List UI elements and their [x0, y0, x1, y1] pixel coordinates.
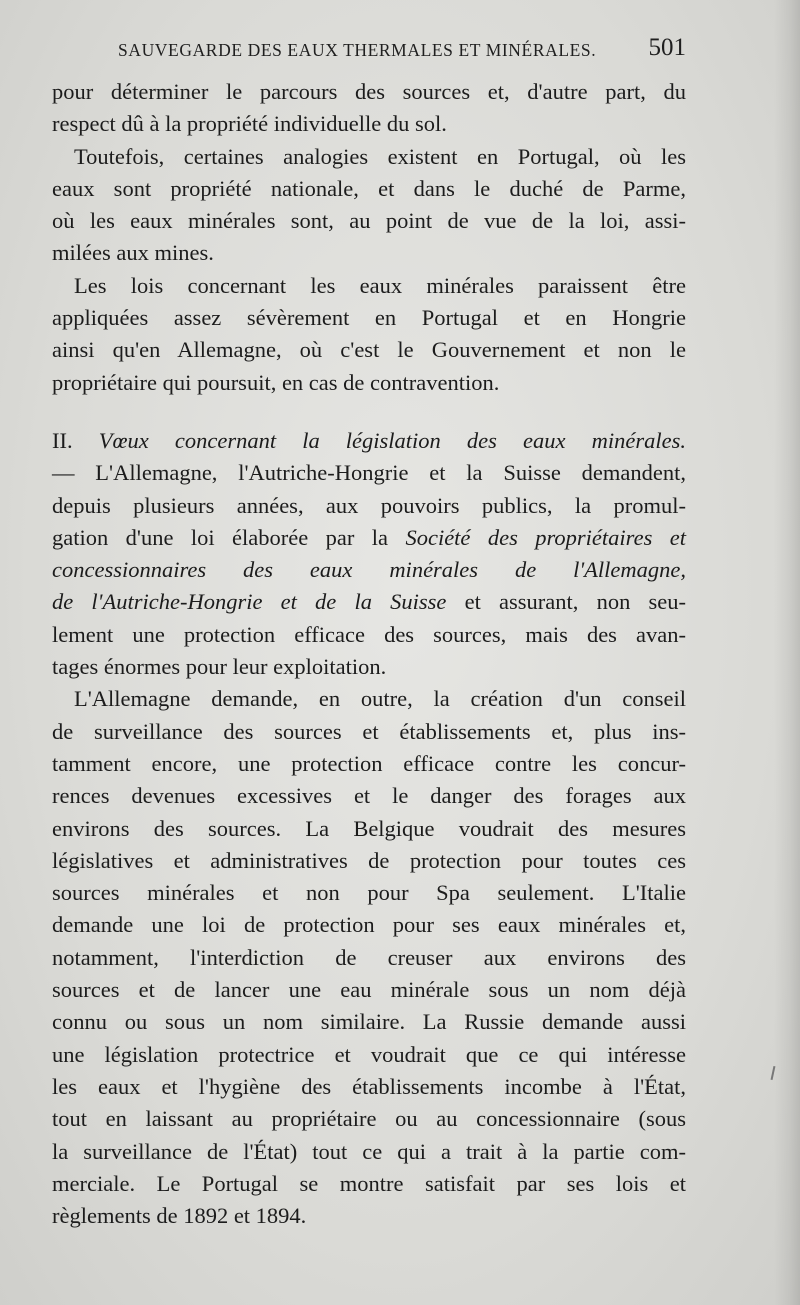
running-head-title: SAUVEGARDE DES EAUX THERMALES ET MINÉRALES.	[118, 40, 597, 60]
section-number: II.	[52, 427, 73, 453]
text-line-with-italic	[52, 586, 686, 618]
paragraph-3	[52, 270, 686, 399]
text-line: environs des sources. La Belgique voudrait des mesures	[52, 815, 686, 841]
text-line: — L'Allemagne, l'Autriche-Hongrie et la Suisse demandent,	[52, 460, 686, 486]
text-line: Toutefois, certaines analogies existent en Portugal, où les	[74, 143, 686, 169]
section-2	[52, 425, 686, 683]
body-text	[52, 76, 686, 1232]
section-heading-line	[52, 425, 686, 457]
text-line-with-italic	[52, 522, 686, 554]
text-line: depuis plusieurs années, aux pouvoirs publics, la promul-	[52, 492, 686, 518]
text-line: tages énormes pour leur exploitation.	[52, 654, 387, 680]
text-line: ainsi qu'en Allemagne, où c'est le Gouvernement et non le	[52, 337, 686, 363]
page-number: 501	[648, 34, 686, 61]
page-edge-shadow	[774, 0, 800, 1305]
text-line: la surveillance de l'État) tout ce qui a trait à la partie com-	[52, 1138, 686, 1164]
text-line: les eaux et l'hygiène des établissements incombe à l'État,	[52, 1073, 686, 1099]
text-line: demande une loi de protection pour ses eaux minérales et,	[52, 912, 686, 938]
text-line: rences devenues excessives et le danger des forages aux	[52, 783, 686, 809]
text-span: et assurant, non seu-	[446, 589, 686, 615]
text-line: lement une protection efficace des sources, mais des avan-	[52, 621, 686, 647]
text-line: respect dû à la propriété individuelle du sol.	[52, 111, 447, 137]
paragraph-2	[52, 141, 686, 270]
text-line: pour déterminer le parcours des sources et, d'autre part, du	[52, 79, 686, 104]
text-line: règlements de 1892 et 1894.	[52, 1203, 307, 1229]
text-line: propriétaire qui poursuit, en cas de contravention.	[52, 369, 500, 395]
italic-society-name-end: de l'Autriche-Hongrie et de la Suisse	[52, 589, 447, 615]
text-line: de surveillance des sources et établissements et, plus ins-	[52, 718, 686, 744]
text-line: législatives et administratives de protection pour toutes ces	[52, 847, 686, 873]
text-span: gation d'une loi élaborée par la	[52, 524, 406, 550]
text-line: eaux sont propriété nationale, et dans le duché de Parme,	[52, 175, 686, 201]
paragraph-1	[52, 76, 686, 141]
text-line: sources et de lancer une eau minérale sous un nom déjà	[52, 977, 686, 1003]
section-gap	[52, 399, 686, 425]
text-line: notamment, l'interdiction de creuser aux environs des	[52, 944, 686, 970]
section-title: Vœux concernant la législation des eaux minérales.	[98, 427, 686, 453]
text-line: où les eaux minérales sont, au point de vue de la loi, assi-	[52, 208, 686, 234]
text-line: tout en laissant au propriétaire ou au concessionnaire (sous	[52, 1106, 686, 1132]
text-line: tamment encore, une protection efficace contre les concur-	[52, 750, 686, 776]
text-line: une législation protectrice et voudrait que ce qui intéresse	[52, 1041, 686, 1067]
text-line: Les lois concernant les eaux minérales paraissent être	[74, 272, 686, 298]
text-line: appliquées assez sévèrement en Portugal et en Hongrie	[52, 305, 686, 331]
italic-society-name-cont: concessionnaires des eaux minérales de l'Allemagne,	[52, 557, 686, 583]
paragraph-5	[52, 683, 686, 1232]
text-line: milées aux mines.	[52, 240, 214, 266]
text-line: merciale. Le Portugal se montre satisfait par ses lois et	[52, 1170, 686, 1196]
italic-society-name: Société des propriétaires et	[405, 524, 686, 550]
text-line: connu ou sous un nom similaire. La Russie demande aussi	[52, 1009, 686, 1035]
text-line: sources minérales et non pour Spa seulement. L'Italie	[52, 880, 686, 906]
text-line: L'Allemagne demande, en outre, la création d'un conseil	[74, 686, 686, 712]
running-header	[118, 34, 686, 68]
italic-text-line	[52, 554, 686, 586]
